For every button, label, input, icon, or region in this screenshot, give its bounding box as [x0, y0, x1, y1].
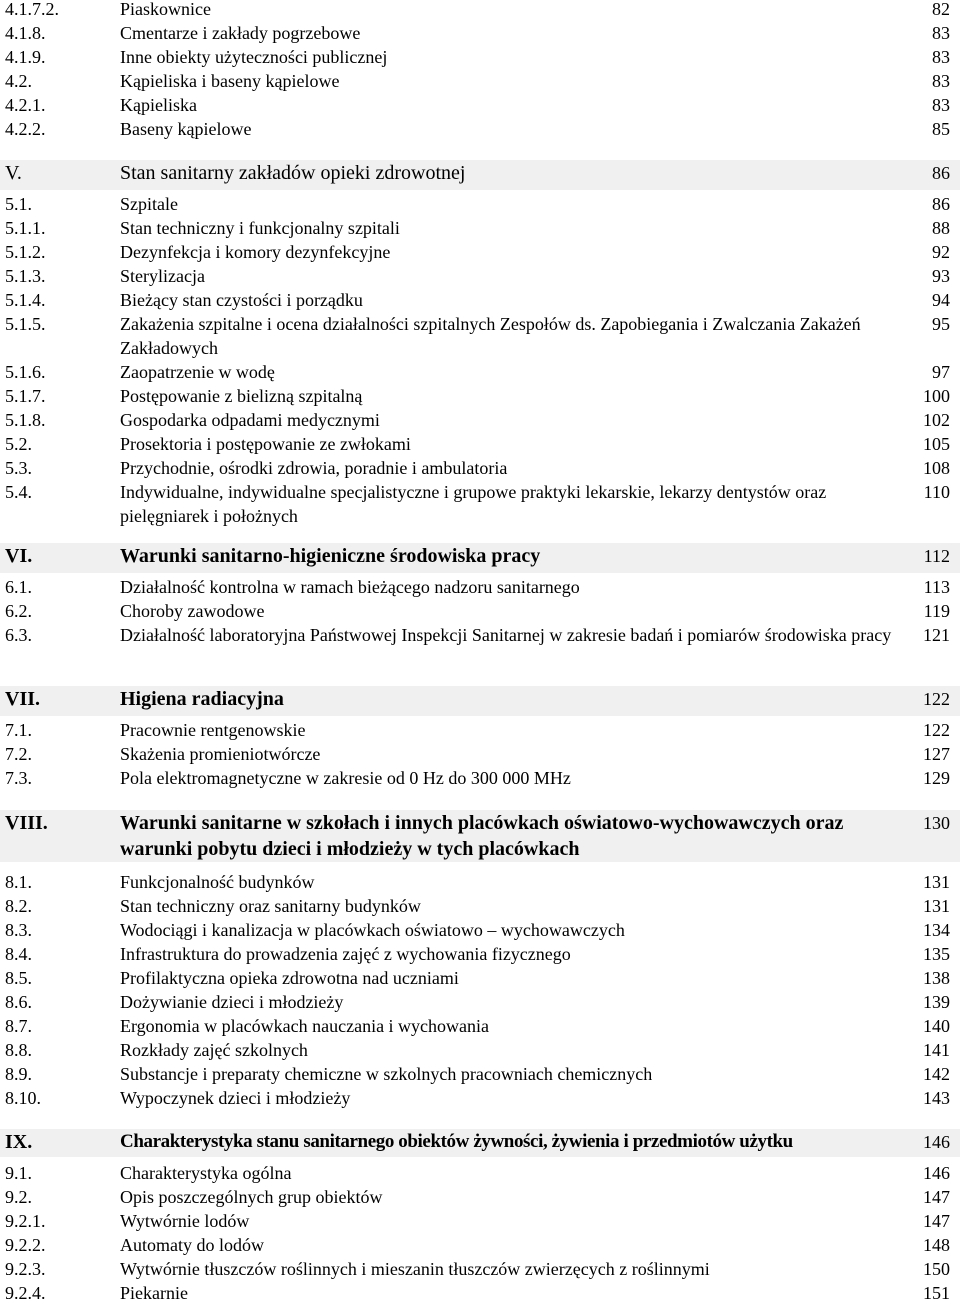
toc-entry-number: 8.7.: [5, 1016, 32, 1036]
toc-entry: [0, 21, 960, 45]
toc-entry-page: 146: [923, 1163, 950, 1183]
toc-entry-title: Wypoczynek dzieci i młodzieży: [120, 1088, 351, 1108]
toc-entry-number: 8.5.: [5, 968, 32, 988]
toc-entry-number: 8.2.: [5, 896, 32, 916]
toc-entry-number: 5.1.8.: [5, 410, 46, 430]
toc-entry-title: Zaopatrzenie w wodę: [120, 362, 275, 382]
toc-entry-page: 93: [932, 266, 950, 286]
toc-entry-title: Stan sanitarny zakładów opieki zdrowotnej: [120, 162, 466, 184]
toc-entry: [0, 117, 960, 141]
toc-entry-number: 8.10.: [5, 1088, 41, 1108]
toc-entry-page: 141: [923, 1040, 950, 1060]
toc-entry-title: Charakterystyka stanu sanitarnego obiektów żywności, żywienia i przedmiotów użytku: [120, 1131, 793, 1152]
toc-entry-title: Wodociągi i kanalizacja w placówkach oświatowo – wychowawczych: [120, 920, 625, 940]
toc-entry-title: Substancje i preparaty chemiczne w szkolnych pracowniach chemicznych: [120, 1064, 653, 1084]
toc-entry-page: 138: [923, 968, 950, 988]
toc-entry: [0, 870, 960, 894]
toc-chapter-heading: [0, 810, 960, 862]
toc-entry-title: Charakterystyka ogólna: [120, 1163, 292, 1183]
toc-entry-page: 97: [932, 362, 950, 382]
toc-entry-page: 131: [923, 896, 950, 916]
toc-entry: [0, 384, 960, 408]
toc-entry: [0, 1014, 960, 1038]
toc-entry: [0, 1185, 960, 1209]
toc-entry: [0, 894, 960, 918]
toc-entry-title: Funkcjonalność budynków: [120, 872, 315, 892]
toc-entry-number: VIII.: [5, 812, 48, 834]
toc-entry-number: 8.9.: [5, 1064, 32, 1084]
toc-entry-title: Przychodnie, ośrodki zdrowia, poradnie i ambulatoria: [120, 458, 508, 478]
toc-entry-title: Infrastruktura do prowadzenia zajęć z wychowania fizycznego: [120, 944, 571, 964]
toc-entry-page: 85: [932, 119, 950, 139]
toc-entry-title: Wytwórnie tłuszczów roślinnych i mieszanin tłuszczów zwierzęcych z roślinnymi: [120, 1259, 710, 1279]
toc-entry-page: 83: [932, 71, 950, 91]
toc-entry-title: Pracownie rentgenowskie: [120, 720, 306, 740]
toc-entry-page: 127: [923, 744, 950, 764]
toc-entry: [0, 742, 960, 766]
toc-chapter-heading: [0, 160, 960, 190]
toc-entry-number: 4.1.9.: [5, 47, 46, 67]
toc-entry: [0, 990, 960, 1014]
toc-entry-page: 102: [923, 410, 950, 430]
toc-entry: [0, 408, 960, 432]
toc-entry-number: 6.2.: [5, 601, 32, 621]
toc-entry-title: Kąpieliska: [120, 95, 197, 115]
toc-entry-number: 5.1.5.: [5, 314, 46, 334]
toc-entry-page: 108: [923, 458, 950, 478]
toc-entry-title: Sterylizacja: [120, 266, 205, 286]
toc-entry-number: 8.6.: [5, 992, 32, 1012]
toc-entry: [0, 480, 960, 528]
toc-entry-number: 5.1.2.: [5, 242, 46, 262]
toc-entry-title: Warunki sanitarne w szkołach i innych placówkach oświatowo-wychowawczych oraz warunki pobytu dzieci i młodzieży w tych placówkach: [120, 812, 844, 860]
toc-entry-page: 148: [923, 1235, 950, 1255]
toc-entry-page: 131: [923, 872, 950, 892]
toc-entry-page: 122: [923, 689, 950, 709]
toc-entry: [0, 360, 960, 384]
toc-entry: [0, 69, 960, 93]
toc-entry-number: 6.1.: [5, 577, 32, 597]
toc-entry: [0, 942, 960, 966]
toc-entry-number: 9.2.2.: [5, 1235, 46, 1255]
toc-entry-page: 143: [923, 1088, 950, 1108]
toc-entry-page: 151: [923, 1283, 950, 1303]
toc-entry: [0, 1233, 960, 1257]
toc-entry-page: 82: [932, 0, 950, 19]
toc-entry-title: Gospodarka odpadami medycznymi: [120, 410, 380, 430]
toc-entry-page: 147: [923, 1211, 950, 1231]
toc-chapter-heading: [0, 1129, 960, 1157]
toc-entry: [0, 192, 960, 216]
toc-entry-number: 5.3.: [5, 458, 32, 478]
toc-entry-page: 100: [923, 386, 950, 406]
toc-entry-page: 140: [923, 1016, 950, 1036]
toc-entry: [0, 966, 960, 990]
toc-entry-page: 86: [932, 194, 950, 214]
toc-entry-title: Wytwórnie lodów: [120, 1211, 250, 1231]
toc-entry-title: Bieżący stan czystości i porządku: [120, 290, 363, 310]
toc-entry: [0, 575, 960, 599]
toc-entry-number: 5.2.: [5, 434, 32, 454]
toc-entry-page: 83: [932, 23, 950, 43]
toc-entry: [0, 1038, 960, 1062]
toc-entry-page: 135: [923, 944, 950, 964]
toc-entry-title: Szpitale: [120, 194, 178, 214]
toc-entry: [0, 599, 960, 623]
toc-entry-number: 9.2.3.: [5, 1259, 46, 1279]
toc-entry-number: 4.1.7.2.: [5, 0, 59, 19]
toc-entry-title: Kąpieliska i baseny kąpielowe: [120, 71, 340, 91]
toc-entry-page: 83: [932, 47, 950, 67]
toc-entry-page: 95: [932, 314, 950, 334]
toc-entry-page: 105: [923, 434, 950, 454]
toc-entry-title: Postępowanie z bielizną szpitalną: [120, 386, 363, 406]
toc-entry-page: 113: [923, 577, 950, 597]
toc-entry-number: 4.1.8.: [5, 23, 46, 43]
toc-entry: [0, 1257, 960, 1281]
toc-entry: [0, 312, 960, 360]
toc-entry-title: Cmentarze i zakłady pogrzebowe: [120, 23, 361, 43]
toc-entry: [0, 240, 960, 264]
toc-entry-number: 4.2.: [5, 71, 32, 91]
toc-entry-title: Inne obiekty użyteczności publicznej: [120, 47, 388, 67]
toc-entry: [0, 1209, 960, 1233]
toc-entry-page: 94: [932, 290, 950, 310]
toc-entry-number: 9.2.4.: [5, 1283, 46, 1303]
toc-entry: [0, 1281, 960, 1305]
toc-entry-title: Prosektoria i postępowanie ze zwłokami: [120, 434, 411, 454]
toc-entry-page: 130: [923, 813, 950, 833]
toc-entry: [0, 766, 960, 790]
toc-entry-title: Skażenia promieniotwórcze: [120, 744, 321, 764]
toc-entry-number: 5.1.6.: [5, 362, 46, 382]
toc-chapter-heading: [0, 686, 960, 716]
toc-entry-number: 7.3.: [5, 768, 32, 788]
toc-entry: [0, 718, 960, 742]
toc-entry-title: Ergonomia w placówkach nauczania i wychowania: [120, 1016, 490, 1036]
toc-entry-title: Profilaktyczna opieka zdrowotna nad uczniami: [120, 968, 459, 988]
toc-entry-number: 4.2.2.: [5, 119, 46, 139]
toc-entry: [0, 918, 960, 942]
toc-entry-title: Dezynfekcja i komory dezynfekcyjne: [120, 242, 391, 262]
toc-entry-number: 4.2.1.: [5, 95, 46, 115]
toc-entry-number: 7.2.: [5, 744, 32, 764]
toc-entry-title: Stan techniczny oraz sanitarny budynków: [120, 896, 421, 916]
toc-entry: [0, 1062, 960, 1086]
toc-entry-page: 142: [923, 1064, 950, 1084]
toc-entry: [0, 623, 960, 671]
toc-entry-page: 121: [923, 625, 950, 645]
toc-entry-number: 9.2.1.: [5, 1211, 46, 1231]
toc-entry: [0, 216, 960, 240]
toc-entry: [0, 288, 960, 312]
toc-entry-title: Pola elektromagnetyczne w zakresie od 0 Hz do 300 000 MHz: [120, 768, 571, 788]
toc-entry-title: Zakażenia szpitalne i ocena działalności szpitalnych Zespołów ds. Zapobiegania i Zwalczania Zakażeń Zakładowych: [120, 314, 861, 358]
toc-entry: [0, 432, 960, 456]
toc-entry-number: 5.1.1.: [5, 218, 46, 238]
toc-entry-number: 6.3.: [5, 625, 32, 645]
toc-entry-number: 5.1.7.: [5, 386, 46, 406]
toc-entry-number: 5.1.3.: [5, 266, 46, 286]
toc-entry-page: 134: [923, 920, 950, 940]
toc-entry-page: 150: [923, 1259, 950, 1279]
toc-entry-title: Dożywianie dzieci i młodzieży: [120, 992, 344, 1012]
toc-entry-page: 129: [923, 768, 950, 788]
toc-entry-title: Działalność kontrolna w ramach bieżącego nadzoru sanitarnego: [120, 577, 580, 597]
toc-entry-number: 5.1.: [5, 194, 32, 214]
toc-entry: [0, 93, 960, 117]
toc-entry-number: 5.4.: [5, 482, 32, 502]
toc-entry-title: Warunki sanitarno-higieniczne środowiska pracy: [120, 545, 541, 567]
toc-entry-title: Automaty do lodów: [120, 1235, 264, 1255]
toc-entry-title: Stan techniczny i funkcjonalny szpitali: [120, 218, 400, 238]
toc-entry-title: Piaskownice: [120, 0, 211, 19]
toc-entry-number: 7.1.: [5, 720, 32, 740]
toc-entry: [0, 45, 960, 69]
toc-entry-page: 86: [932, 163, 950, 183]
toc-entry-title: Indywidualne, indywidualne specjalistyczne i grupowe praktyki lekarskie, lekarzy dentystów oraz pielęgniarek i położnych: [120, 482, 827, 526]
toc-entry-title: Piekarnie: [120, 1283, 188, 1303]
toc-entry-page: 83: [932, 95, 950, 115]
toc-entry-page: 122: [923, 720, 950, 740]
toc-entry-title: Rozkłady zajęć szkolnych: [120, 1040, 308, 1060]
toc-entry-title: Opis poszczególnych grup obiektów: [120, 1187, 383, 1207]
toc-entry-number: 8.4.: [5, 944, 32, 964]
toc-entry-page: 92: [932, 242, 950, 262]
toc-entry-number: 8.3.: [5, 920, 32, 940]
toc-entry-number: 5.1.4.: [5, 290, 46, 310]
toc-entry: [0, 1161, 960, 1185]
toc-entry-number: 8.1.: [5, 872, 32, 892]
toc-entry-title: Baseny kąpielowe: [120, 119, 252, 139]
toc-entry-page: 88: [932, 218, 950, 238]
toc-entry-number: 9.1.: [5, 1163, 32, 1183]
toc-entry-page: 147: [923, 1187, 950, 1207]
toc-entry-title: Higiena radiacyjna: [120, 688, 284, 710]
toc-entry-number: IX.: [5, 1131, 33, 1153]
toc-chapter-heading: [0, 543, 960, 573]
toc-entry-number: VI.: [5, 545, 33, 567]
toc-entry-page: 119: [923, 601, 950, 621]
toc-entry-page: 112: [923, 546, 950, 566]
toc-entry-title: Działalność laboratoryjna Państwowej Inspekcji Sanitarnej w zakresie badań i pomiarów środowiska pracy: [120, 625, 892, 645]
toc-entry: [0, 0, 960, 21]
toc-entry-number: 9.2.: [5, 1187, 32, 1207]
toc-entry-title: Choroby zawodowe: [120, 601, 265, 621]
toc-entry-page: 139: [923, 992, 950, 1012]
toc-entry-number: V.: [5, 162, 22, 184]
toc-entry: [0, 456, 960, 480]
toc-entry-number: 8.8.: [5, 1040, 32, 1060]
toc-entry: [0, 264, 960, 288]
toc-entry: [0, 1086, 960, 1110]
toc-entry-page: 110: [923, 482, 950, 502]
toc-entry-number: VII.: [5, 688, 41, 710]
toc-entry-page: 146: [923, 1132, 950, 1152]
